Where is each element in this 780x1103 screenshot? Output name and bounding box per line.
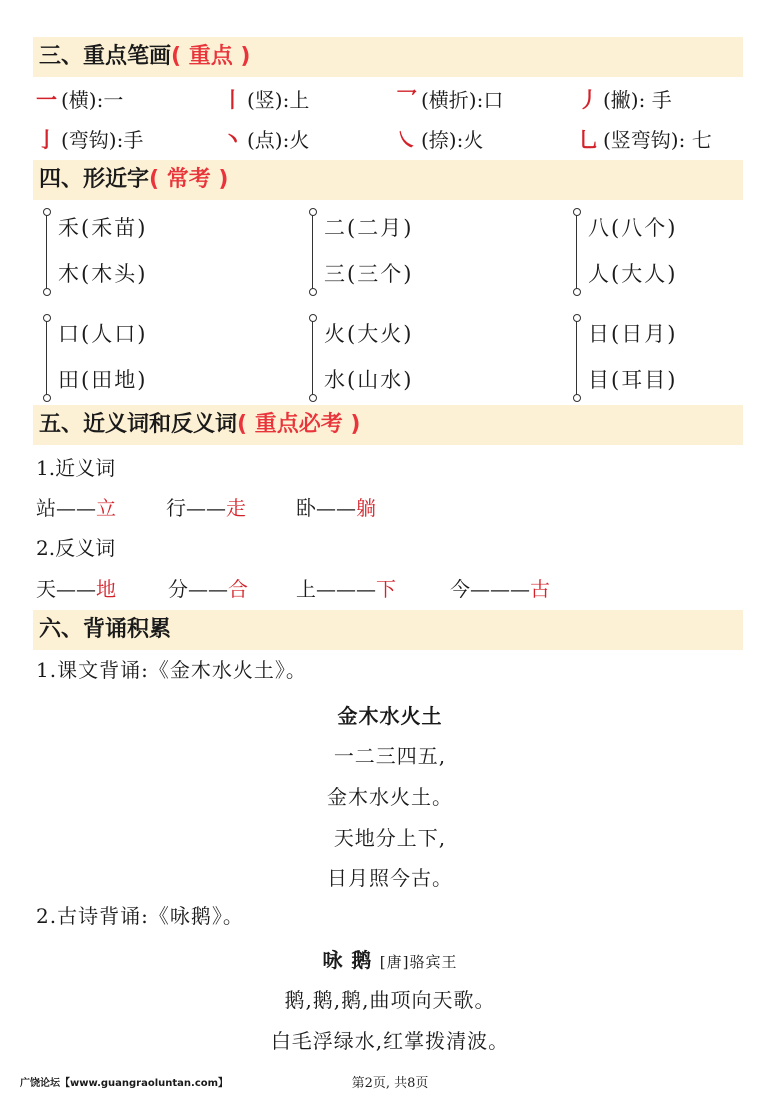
stroke-glyph: 乛 [396,87,417,112]
word-pair [450,575,550,603]
section-title: 五、近义词和反义词 [39,412,238,437]
char-line: 口(人口) [58,322,148,346]
stroke-item [36,126,143,154]
section-tag: ( 常考 ) [149,167,229,192]
stroke-label: (横折):口 [421,88,504,112]
lesson-title: 金木水火土 [337,704,443,728]
word-pair [296,575,450,603]
section-title: 四、形近字 [39,167,150,192]
word-pair [168,575,296,603]
lesson-line: 天地分上下, [333,826,447,850]
section-heading-strokes [33,37,743,77]
poem-line: 白毛浮绿水,红掌拨清波。 [270,1029,510,1053]
char-line: 水(山水) [324,368,414,392]
stroke-glyph: 丶 [222,127,243,152]
poem-title-row [0,944,780,973]
stroke-label: (竖):上 [247,88,310,112]
word: 行 [166,496,186,520]
char-line: 人(大人) [588,262,678,286]
poem-author: [唐]骆宾王 [379,953,458,971]
similar-char-pair [312,212,512,292]
section-tag: ( 重点必考 ) [237,412,361,437]
stroke-glyph: 丿 [578,87,599,112]
poem-title: 咏 鹅 [322,948,373,972]
stroke-label: (弯钩):手 [61,128,144,152]
char-line: 日(日月) [588,322,678,346]
synonyms-heading: 1.近义词 [36,456,116,480]
dash: ——— [470,577,530,601]
word-pair [36,494,166,522]
dash: —— [186,496,226,520]
char-line: 田(田地) [58,368,148,392]
section-title: 三、重点笔画 [39,44,172,69]
section-heading-recitation [33,610,743,650]
brace-icon [46,318,53,398]
page-number: 第2页, 共8页 [351,1076,429,1091]
lesson-heading: 1.课文背诵:《金木水火土》。 [36,658,307,682]
stroke-item [578,86,672,114]
poem-heading: 2.古诗背诵:《咏鹅》。 [36,904,244,928]
similar-char-pair [312,318,512,398]
stroke-glyph: ㇏ [396,127,417,152]
dash: ——— [316,577,376,601]
stroke-item [396,126,483,154]
char-line: 目(耳目) [588,368,678,392]
stroke-glyph: 一 [36,87,57,112]
dash: —— [56,496,96,520]
word: 分 [168,577,188,601]
stroke-label: (捺):火 [421,128,484,152]
brace-icon [46,212,53,292]
word-pair [166,494,296,522]
brace-icon [312,318,319,398]
poem-line: 鹅,鹅,鹅,曲项向天歌。 [284,988,496,1012]
lesson-line: 金木水火土。 [327,785,453,809]
stroke-glyph: 亅 [36,127,57,152]
dash: —— [188,577,228,601]
section-heading-synonyms-antonyms [33,405,743,445]
stroke-label: (撇): 手 [603,88,672,112]
char-line: 禾(禾苗) [58,216,148,240]
word: 天 [36,577,56,601]
stroke-item [222,86,309,114]
answer-word: 躺 [356,496,376,520]
similar-char-pair [46,318,246,398]
stroke-label: (竖弯钩): 七 [603,128,712,152]
answer-word: 下 [376,577,396,601]
stroke-item [36,86,123,114]
word: 今 [450,577,470,601]
word: 站 [36,496,56,520]
footer-site: 广饶论坛【www.guangraoluntan.com】 [20,1078,229,1089]
brace-icon [312,212,319,292]
stroke-item [396,86,503,114]
section-tag: ( 重点 ) [171,44,251,69]
char-line: 木(木头) [58,262,148,286]
lesson-line: 日月照今古。 [327,866,453,890]
brace-icon [576,318,583,398]
similar-char-pair [576,318,776,398]
word-pair [296,494,376,522]
char-line: 火(大火) [324,322,414,346]
antonyms-heading: 2.反义词 [36,536,116,560]
word: 卧 [296,496,316,520]
char-line: 三(三个) [324,262,414,286]
lesson-line: 一二三四五, [333,744,447,768]
answer-word: 走 [226,496,246,520]
dash: —— [316,496,356,520]
synonym-row [36,494,376,522]
stroke-label: (点):火 [247,128,310,152]
stroke-label: (横):一 [61,88,124,112]
answer-word: 古 [530,577,550,601]
dash: —— [56,577,96,601]
similar-char-pair [576,212,776,292]
char-line: 二(二月) [324,216,414,240]
word: 上 [296,577,316,601]
answer-word: 立 [96,496,116,520]
char-line: 八(八个) [588,216,678,240]
antonym-row [36,575,550,603]
stroke-item [578,126,712,154]
brace-icon [576,212,583,292]
section-title: 六、背诵积累 [39,617,172,642]
similar-char-pair [46,212,246,292]
stroke-glyph: 乚 [578,127,599,152]
stroke-glyph: 丨 [222,87,243,112]
word-pair [36,575,168,603]
answer-word: 地 [96,577,116,601]
section-heading-similar-chars [33,160,743,200]
answer-word: 合 [228,577,248,601]
stroke-item [222,126,309,154]
